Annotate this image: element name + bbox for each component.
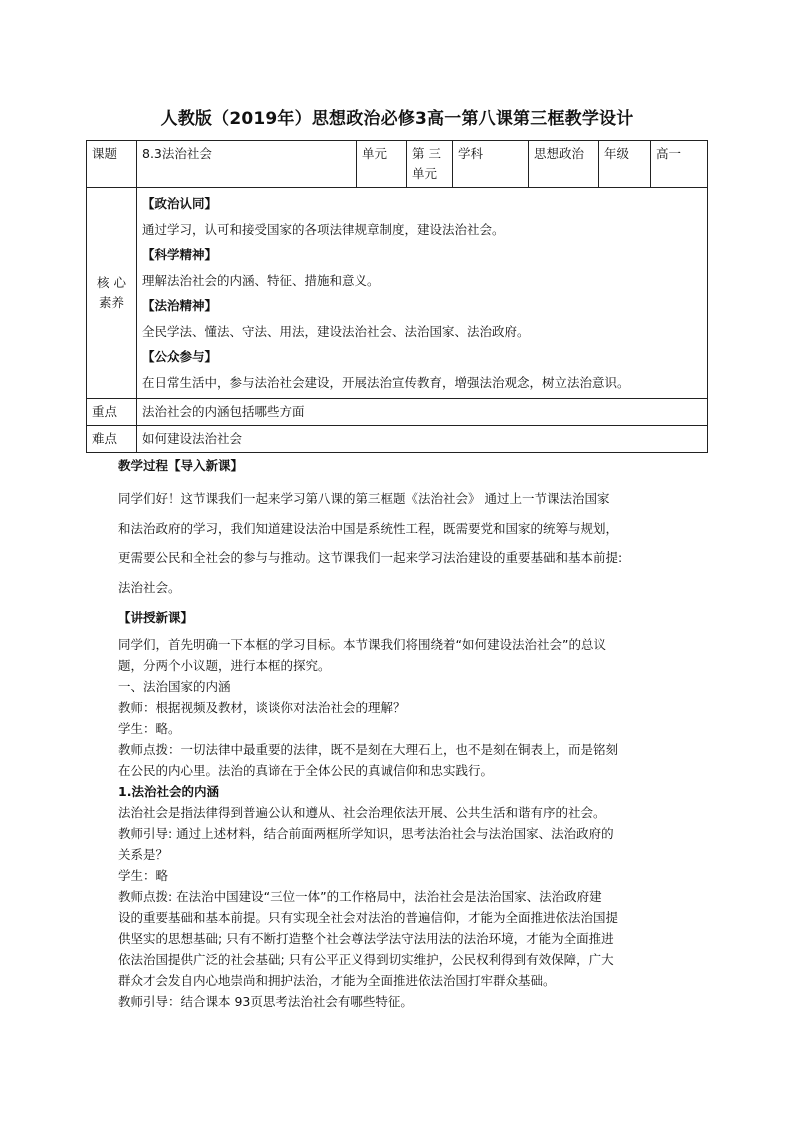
body-line: 群众才会发自内心地崇尚和拥护法治，才能为全面推进依法治国打牢群众基础。 xyxy=(118,973,556,988)
subsection-title: 1.法治社会的内涵 xyxy=(118,784,219,799)
core-item-text: 全民学法、懂法、守法、用法，建设法治社会、法治国家、法治政府。 xyxy=(142,323,530,339)
body-line: 关系是？ xyxy=(118,847,169,862)
subject-value: 思想政治 xyxy=(529,141,599,188)
body-line: 教师点拨：一切法律中最重要的法律，既不是刻在大理石上，也不是刻在铜表上，而是铭刻 xyxy=(118,742,619,757)
core-label-line1: 核 心 xyxy=(97,275,126,290)
body-line: 在公民的内心里。法治的真谛在于全体公民的真诚信仰和忠实践行。 xyxy=(118,763,494,778)
core-item-heading: 【科学精神】 xyxy=(142,247,218,262)
body-line: 供坚实的思想基础; 只有不断打造整个社会尊法学法守法用法的法治环境，才能为全面推进 xyxy=(118,931,614,946)
topic-value: 8.3法治社会 xyxy=(137,141,357,188)
body-line: 学生：略 xyxy=(118,868,169,883)
intro-line: 更需要公民和全社会的参与与推动。这节课我们一起来学习法治建设的重要基础和基本前提: xyxy=(118,550,623,565)
intro-line: 法治社会。 xyxy=(118,579,181,595)
body-line: 同学们，首先明确一下本框的学习目标。本节课我们将围绕着“如何建设法治社会”的总议 xyxy=(118,637,606,652)
intro-line: 和法治政府的学习，我们知道建设法治中国是系统性工程，既需要党和国家的统筹与规划， xyxy=(118,520,619,536)
section-title: 一、法治国家的内涵 xyxy=(118,679,231,694)
body-line: 教师引导：结合课本 93页思考法治社会有哪些特征。 xyxy=(118,994,413,1009)
body-line: 题，分两个小议题，进行本框的探究。 xyxy=(118,658,331,673)
table-row-difficulty xyxy=(87,426,708,453)
core-item-heading: 【法治精神】 xyxy=(142,298,218,313)
key-point-text: 法治社会的内涵包括哪些方面 xyxy=(137,399,708,426)
difficulty-label: 难点 xyxy=(87,426,137,453)
core-item-heading: 【公众参与】 xyxy=(142,349,218,364)
lesson-body xyxy=(118,634,684,1012)
core-label-line2: 素养 xyxy=(98,295,124,310)
intro-tag: 【导入新课】 xyxy=(168,458,244,473)
body-line: 设的重要基础和基本前提。只有实现全社会对法治的普遍信仰，才能为全面推进依法治国提 xyxy=(118,910,619,925)
key-point-label: 重点 xyxy=(87,399,137,426)
table-row-topic xyxy=(87,141,708,188)
grade-label: 年级 xyxy=(599,141,651,188)
topic-label: 课题 xyxy=(87,141,137,188)
body-line: 学生：略。 xyxy=(118,721,181,736)
core-literacy-content xyxy=(137,188,708,399)
body-line: 法治社会是指法律得到普遍公认和遵从、社会治理依法开展、公共生活和谐有序的社会。 xyxy=(118,805,606,820)
difficulty-text: 如何建设法治社会 xyxy=(137,426,708,453)
intro-paragraph xyxy=(118,484,684,602)
document-title: 人教版（2019年）思想政治必修3高一第八课第三框教学设计 xyxy=(160,109,634,129)
intro-line: 同学们好！这节课我们一起来学习第八课的第三框题《法治社会》 通过上一节课法治国家 xyxy=(118,491,610,506)
core-literacy-label xyxy=(87,188,137,399)
body-line: 教师引导: 通过上述材料，结合前面两框所学知识，思考法治社会与法治国家、法治政府的 xyxy=(118,826,614,841)
unit-value-line1: 第 三 xyxy=(412,146,441,161)
new-lesson-tag: 【讲授新课】 xyxy=(118,610,194,625)
core-item-text: 在日常生活中，参与法治社会建设，开展法治宣传教育，增强法治观念，树立法治意识。 xyxy=(142,374,630,390)
unit-value-line2: 单元 xyxy=(412,166,438,181)
subject-label: 学科 xyxy=(453,141,529,188)
table-row-key-point xyxy=(87,399,708,426)
core-item-text: 理解法治社会的内涵、特征、措施和意义。 xyxy=(142,272,380,288)
core-item-text: 通过学习，认可和接受国家的各项法律规章制度，建设法治社会。 xyxy=(142,221,505,237)
body-line: 教师：根据视频及教材，谈谈你对法治社会的理解？ xyxy=(118,700,406,715)
unit-label: 单元 xyxy=(357,141,407,188)
grade-value: 高一 xyxy=(651,141,708,188)
process-heading: 教学过程 xyxy=(118,458,169,473)
body-line: 教师点拨: 在法治中国建设“三位一体”的工作格局中，法治社会是法治国家、法治政府建 xyxy=(118,889,602,904)
table-row-core-literacy xyxy=(87,188,708,399)
unit-value xyxy=(407,141,453,188)
body-line: 依法治国提供广泛的社会基础; 只有公平正义得到切实维护，公民权利得到有效保障，广大 xyxy=(118,952,614,967)
process-heading-line xyxy=(118,456,678,476)
lesson-info-table xyxy=(86,140,708,453)
core-item-heading: 【政治认同】 xyxy=(142,196,218,211)
